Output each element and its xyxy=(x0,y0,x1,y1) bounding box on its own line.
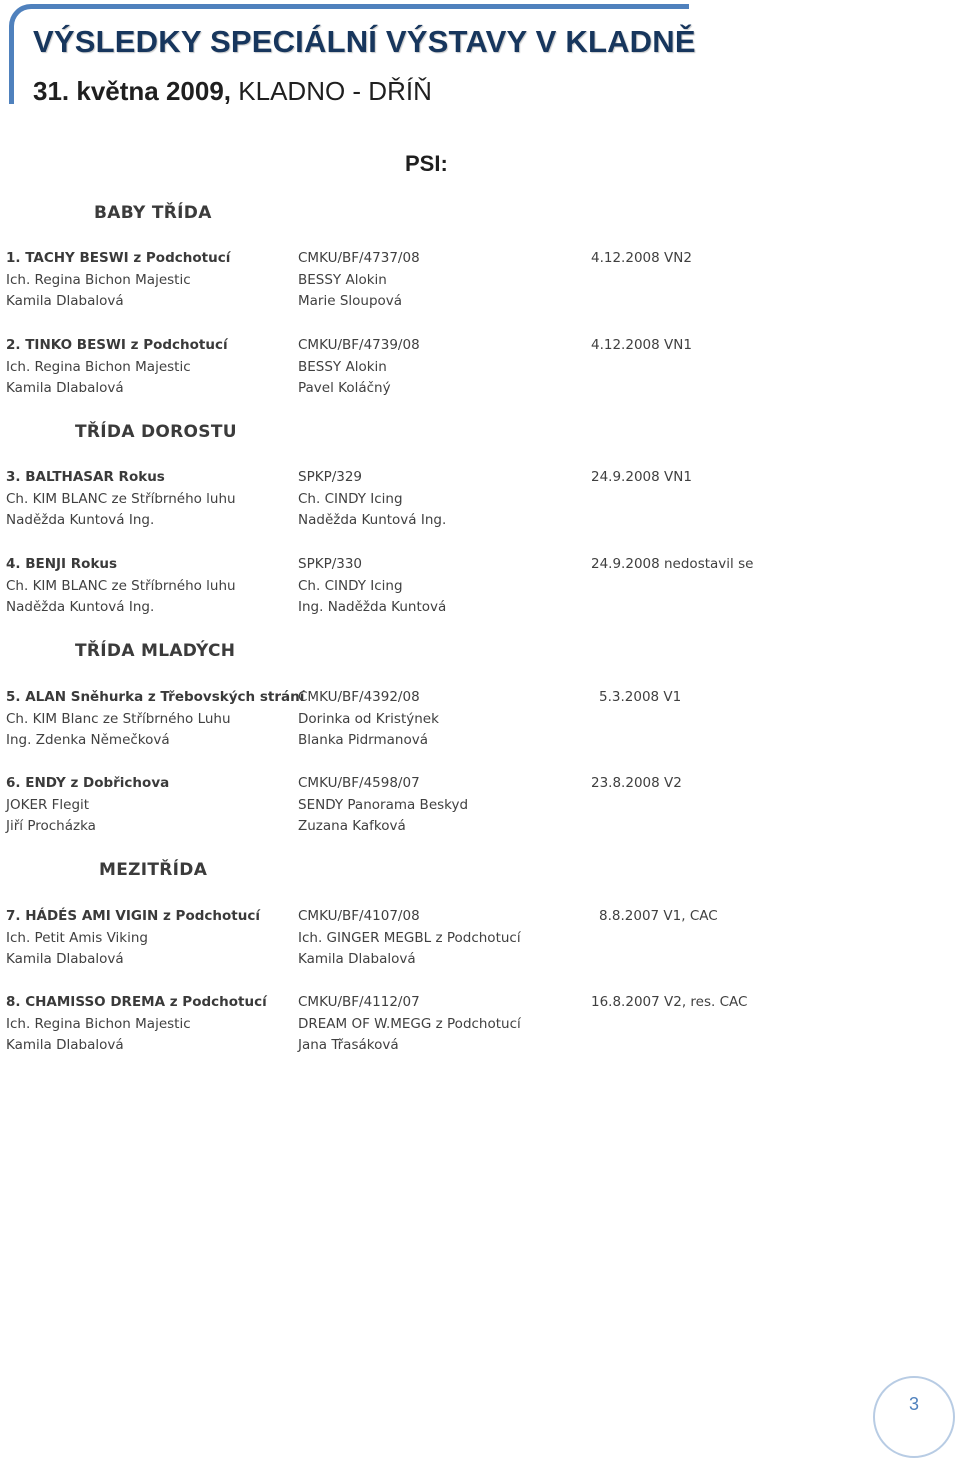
dog-result: 8.8.2007 V1, CAC xyxy=(599,908,718,924)
dog-registration: CMKU/BF/4107/08 xyxy=(298,908,420,924)
dog-mother: BESSY Alokin xyxy=(298,358,387,375)
section-label-psi: PSI: xyxy=(405,151,448,176)
dog-entry xyxy=(6,906,906,972)
dog-mother: Ich. GINGER MEGBL z Podchotucí xyxy=(298,929,521,946)
dog-name: 8. CHAMISSO DREMA z Podchotucí xyxy=(6,994,267,1010)
dog-father: Ich. Regina Bichon Majestic xyxy=(6,1015,191,1032)
dog-father: Ich. Petit Amis Viking xyxy=(6,929,148,946)
dog-name: 7. HÁDÉS AMI VIGIN z Podchotucí xyxy=(6,908,260,924)
dog-breeder: Ing. Zdenka Němečková xyxy=(6,732,170,749)
dog-entry xyxy=(6,773,906,839)
dog-father: JOKER Flegit xyxy=(6,796,90,813)
document-title: VÝSLEDKY SPECIÁLNÍ VÝSTAVY V KLADNĚ xyxy=(33,24,696,59)
event-date: 31. května 2009, xyxy=(33,76,232,106)
dog-breeder: Kamila Dlabalová xyxy=(6,951,124,968)
dog-owner: Kamila Dlabalová xyxy=(298,951,416,968)
dog-name: 2. TINKO BESWI z Podchotucí xyxy=(6,337,228,353)
dog-mother: DREAM OF W.MEGG z Podchotucí xyxy=(298,1015,521,1032)
dog-father: Ch. KIM BLANC ze Stříbrného luhu xyxy=(6,577,236,594)
class-heading-dorost: TŘÍDA DOROSTU xyxy=(75,422,237,442)
dog-entry xyxy=(6,248,906,314)
dog-owner: Ing. Naděžda Kuntová xyxy=(298,599,447,616)
dog-result: 24.9.2008 nedostavil se xyxy=(591,556,754,572)
dog-owner: Blanka Pidrmanová xyxy=(298,732,428,749)
dog-breeder: Naděžda Kuntová Ing. xyxy=(6,599,155,616)
event-place: KLADNO - DŘÍŇ xyxy=(231,76,432,106)
dog-name: 6. ENDY z Dobřichova xyxy=(6,775,170,791)
dog-entry xyxy=(6,467,906,533)
dog-breeder: Naděžda Kuntová Ing. xyxy=(6,512,155,529)
dog-owner: Naděžda Kuntová Ing. xyxy=(298,512,447,529)
dog-registration: SPKP/329 xyxy=(298,469,363,485)
dog-registration: CMKU/BF/4112/07 xyxy=(298,994,420,1010)
dog-result: 23.8.2008 V2 xyxy=(591,775,682,791)
class-heading-mezitrida: MEZITŘÍDA xyxy=(99,860,208,880)
dog-registration: SPKP/330 xyxy=(298,556,363,572)
class-heading-mladi: TŘÍDA MLADÝCH xyxy=(75,641,236,661)
dog-breeder: Jiří Procházka xyxy=(6,818,96,835)
dog-father: Ch. KIM BLANC ze Stříbrného luhu xyxy=(6,490,236,507)
dog-entry xyxy=(6,992,906,1058)
class-heading-baby: BABY TŘÍDA xyxy=(94,203,212,223)
dog-name: 1. TACHY BESWI z Podchotucí xyxy=(6,250,231,266)
dog-mother: BESSY Alokin xyxy=(298,271,387,288)
dog-result: 4.12.2008 VN1 xyxy=(591,337,692,353)
dog-entry xyxy=(6,335,906,401)
dog-owner: Zuzana Kafková xyxy=(298,818,406,835)
dog-entry xyxy=(6,687,906,753)
dog-result: 16.8.2007 V2, res. CAC xyxy=(591,994,748,1010)
dog-mother: SENDY Panorama Beskyd xyxy=(298,796,469,813)
dog-breeder: Kamila Dlabalová xyxy=(6,293,124,310)
dog-result: 4.12.2008 VN2 xyxy=(591,250,692,266)
page-number: 3 xyxy=(873,1376,955,1458)
dog-owner: Marie Sloupová xyxy=(298,293,403,310)
dog-name: 4. BENJI Rokus xyxy=(6,556,118,572)
dog-registration: CMKU/BF/4392/08 xyxy=(298,689,420,705)
dog-result: 24.9.2008 VN1 xyxy=(591,469,692,485)
dog-father: Ch. KIM Blanc ze Stříbrného Luhu xyxy=(6,710,231,727)
dog-registration: CMKU/BF/4739/08 xyxy=(298,337,420,353)
dog-name: 3. BALTHASAR Rokus xyxy=(6,469,165,485)
dog-owner: Jana Třasáková xyxy=(298,1037,399,1054)
dog-mother: Dorinka od Kristýnek xyxy=(298,710,439,727)
document-subtitle xyxy=(33,76,432,107)
dog-registration: CMKU/BF/4598/07 xyxy=(298,775,420,791)
dog-result: 5.3.2008 V1 xyxy=(599,689,682,705)
dog-name: 5. ALAN Sněhurka z Třebovských strání xyxy=(6,689,305,705)
dog-father: Ich. Regina Bichon Majestic xyxy=(6,271,191,288)
dog-mother: Ch. CINDY Icing xyxy=(298,490,403,507)
dog-mother: Ch. CINDY Icing xyxy=(298,577,403,594)
dog-father: Ich. Regina Bichon Majestic xyxy=(6,358,191,375)
dog-breeder: Kamila Dlabalová xyxy=(6,1037,124,1054)
dog-entry xyxy=(6,554,906,620)
dog-breeder: Kamila Dlabalová xyxy=(6,380,124,397)
dog-owner: Pavel Koláčný xyxy=(298,380,391,397)
dog-registration: CMKU/BF/4737/08 xyxy=(298,250,420,266)
